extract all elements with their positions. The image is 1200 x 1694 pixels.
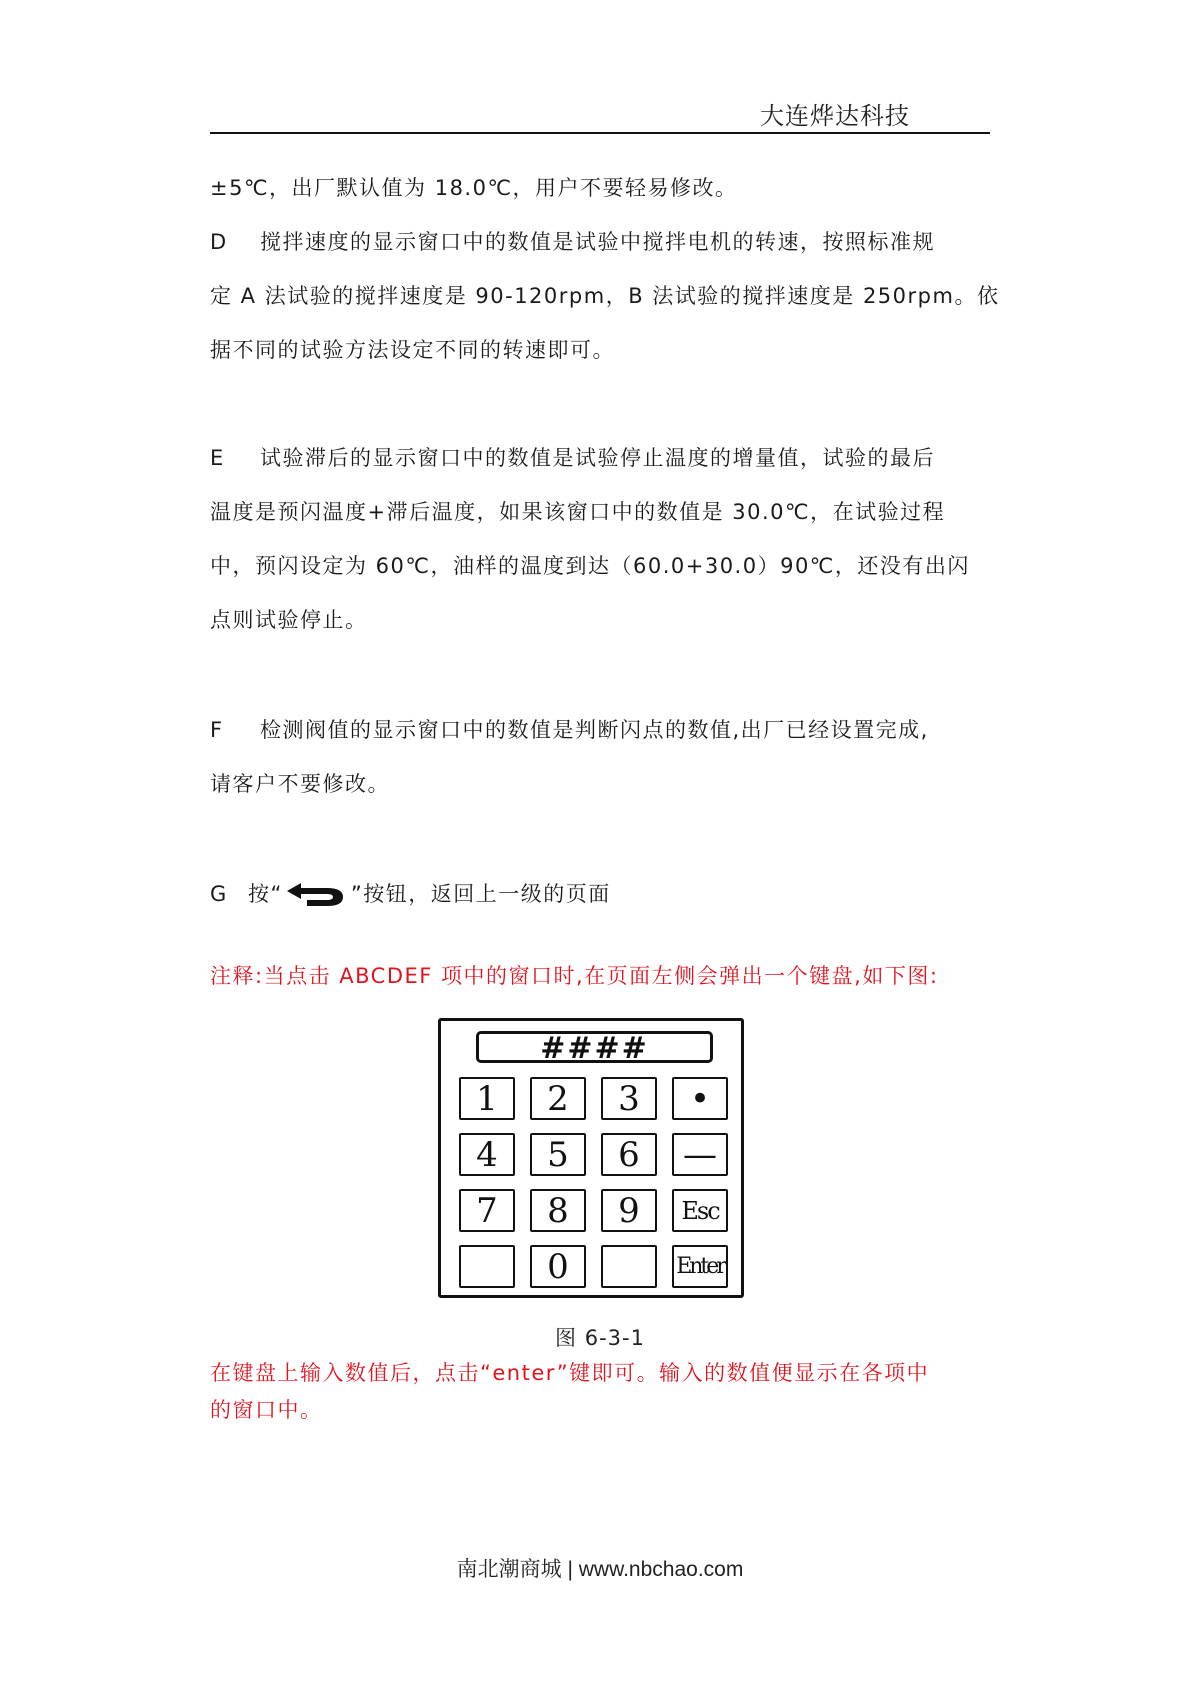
paragraph-d-line-1	[210, 226, 935, 256]
paragraph-e-line-3: 中，预闪设定为 60℃，油样的温度到达（60.0+30.0）90℃，还没有出闪	[210, 554, 970, 578]
key-blank-left[interactable]	[459, 1245, 515, 1288]
header-company-name: 大连烨达科技	[760, 102, 910, 130]
after-note-line-2: 的窗口中。	[210, 1398, 323, 1422]
keypad-note: 注释:当点击 ABCDEF 项中的窗口时,在页面左侧会弹出一个键盘,如下图:	[210, 964, 939, 988]
key-enter[interactable]: Enter	[672, 1245, 728, 1288]
key-6[interactable]: 6	[601, 1133, 657, 1176]
figure-caption: 图 6-3-1	[555, 1326, 645, 1350]
key-5[interactable]: 5	[530, 1133, 586, 1176]
paragraph-e-line-1	[210, 442, 935, 472]
keypad-figure	[438, 1018, 744, 1298]
key-7[interactable]: 7	[459, 1189, 515, 1232]
paragraph-e-label: E	[210, 446, 225, 470]
key-decimal-point[interactable]: •	[672, 1077, 728, 1120]
key-1[interactable]: 1	[459, 1077, 515, 1120]
paragraph-g-label: G	[210, 882, 228, 906]
paragraph-e-line-4: 点则试验停止。	[210, 608, 368, 632]
back-arrow-icon	[285, 882, 349, 908]
paragraph-f-line-2: 请客户不要修改。	[210, 772, 390, 796]
paragraph-d-line-2: 定 A 法试验的搅拌速度是 90-120rpm，B 法试验的搅拌速度是 250rpm。依	[210, 284, 1000, 308]
key-3[interactable]: 3	[601, 1077, 657, 1120]
paragraph-d-text: 搅拌速度的显示窗口中的数值是试验中搅拌电机的转速，按照标准规	[260, 230, 935, 254]
paragraph-e-text: 试验滞后的显示窗口中的数值是试验停止温度的增量值，试验的最后	[260, 446, 935, 470]
paragraph-g-prefix: 按“	[248, 882, 283, 906]
keypad-display: ####	[476, 1031, 713, 1063]
paragraph-d-line-3: 据不同的试验方法设定不同的转速即可。	[210, 338, 615, 362]
paragraph-f-text: 检测阀值的显示窗口中的数值是判断闪点的数值,出厂已经设置完成,	[260, 718, 929, 742]
after-note-line-1: 在键盘上输入数值后，点击“enter”键即可。输入的数值便显示在各项中	[210, 1361, 930, 1385]
paragraph-g-suffix: ”按钮，返回上一级的页面	[350, 882, 611, 906]
paragraph-e-line-2: 温度是预闪温度+滞后温度，如果该窗口中的数值是 30.0℃，在试验过程	[210, 500, 946, 524]
key-esc[interactable]: Esc	[672, 1189, 728, 1232]
key-8[interactable]: 8	[530, 1189, 586, 1232]
key-9[interactable]: 9	[601, 1189, 657, 1232]
key-blank-right[interactable]	[601, 1245, 657, 1288]
key-minus[interactable]: —	[672, 1133, 728, 1176]
paragraph-c-tail: ±5℃，出厂默认值为 18.0℃，用户不要轻易修改。	[210, 176, 738, 200]
key-2[interactable]: 2	[530, 1077, 586, 1120]
paragraph-f-label: F	[210, 718, 224, 742]
paragraph-d-label: D	[210, 230, 228, 254]
paragraph-f-line-1	[210, 714, 929, 744]
paragraph-g	[210, 878, 611, 908]
footer-site: 南北潮商城 | www.nbchao.com	[456, 1558, 744, 1581]
key-4[interactable]: 4	[459, 1133, 515, 1176]
key-0[interactable]: 0	[530, 1245, 586, 1288]
header-rule	[210, 132, 990, 134]
